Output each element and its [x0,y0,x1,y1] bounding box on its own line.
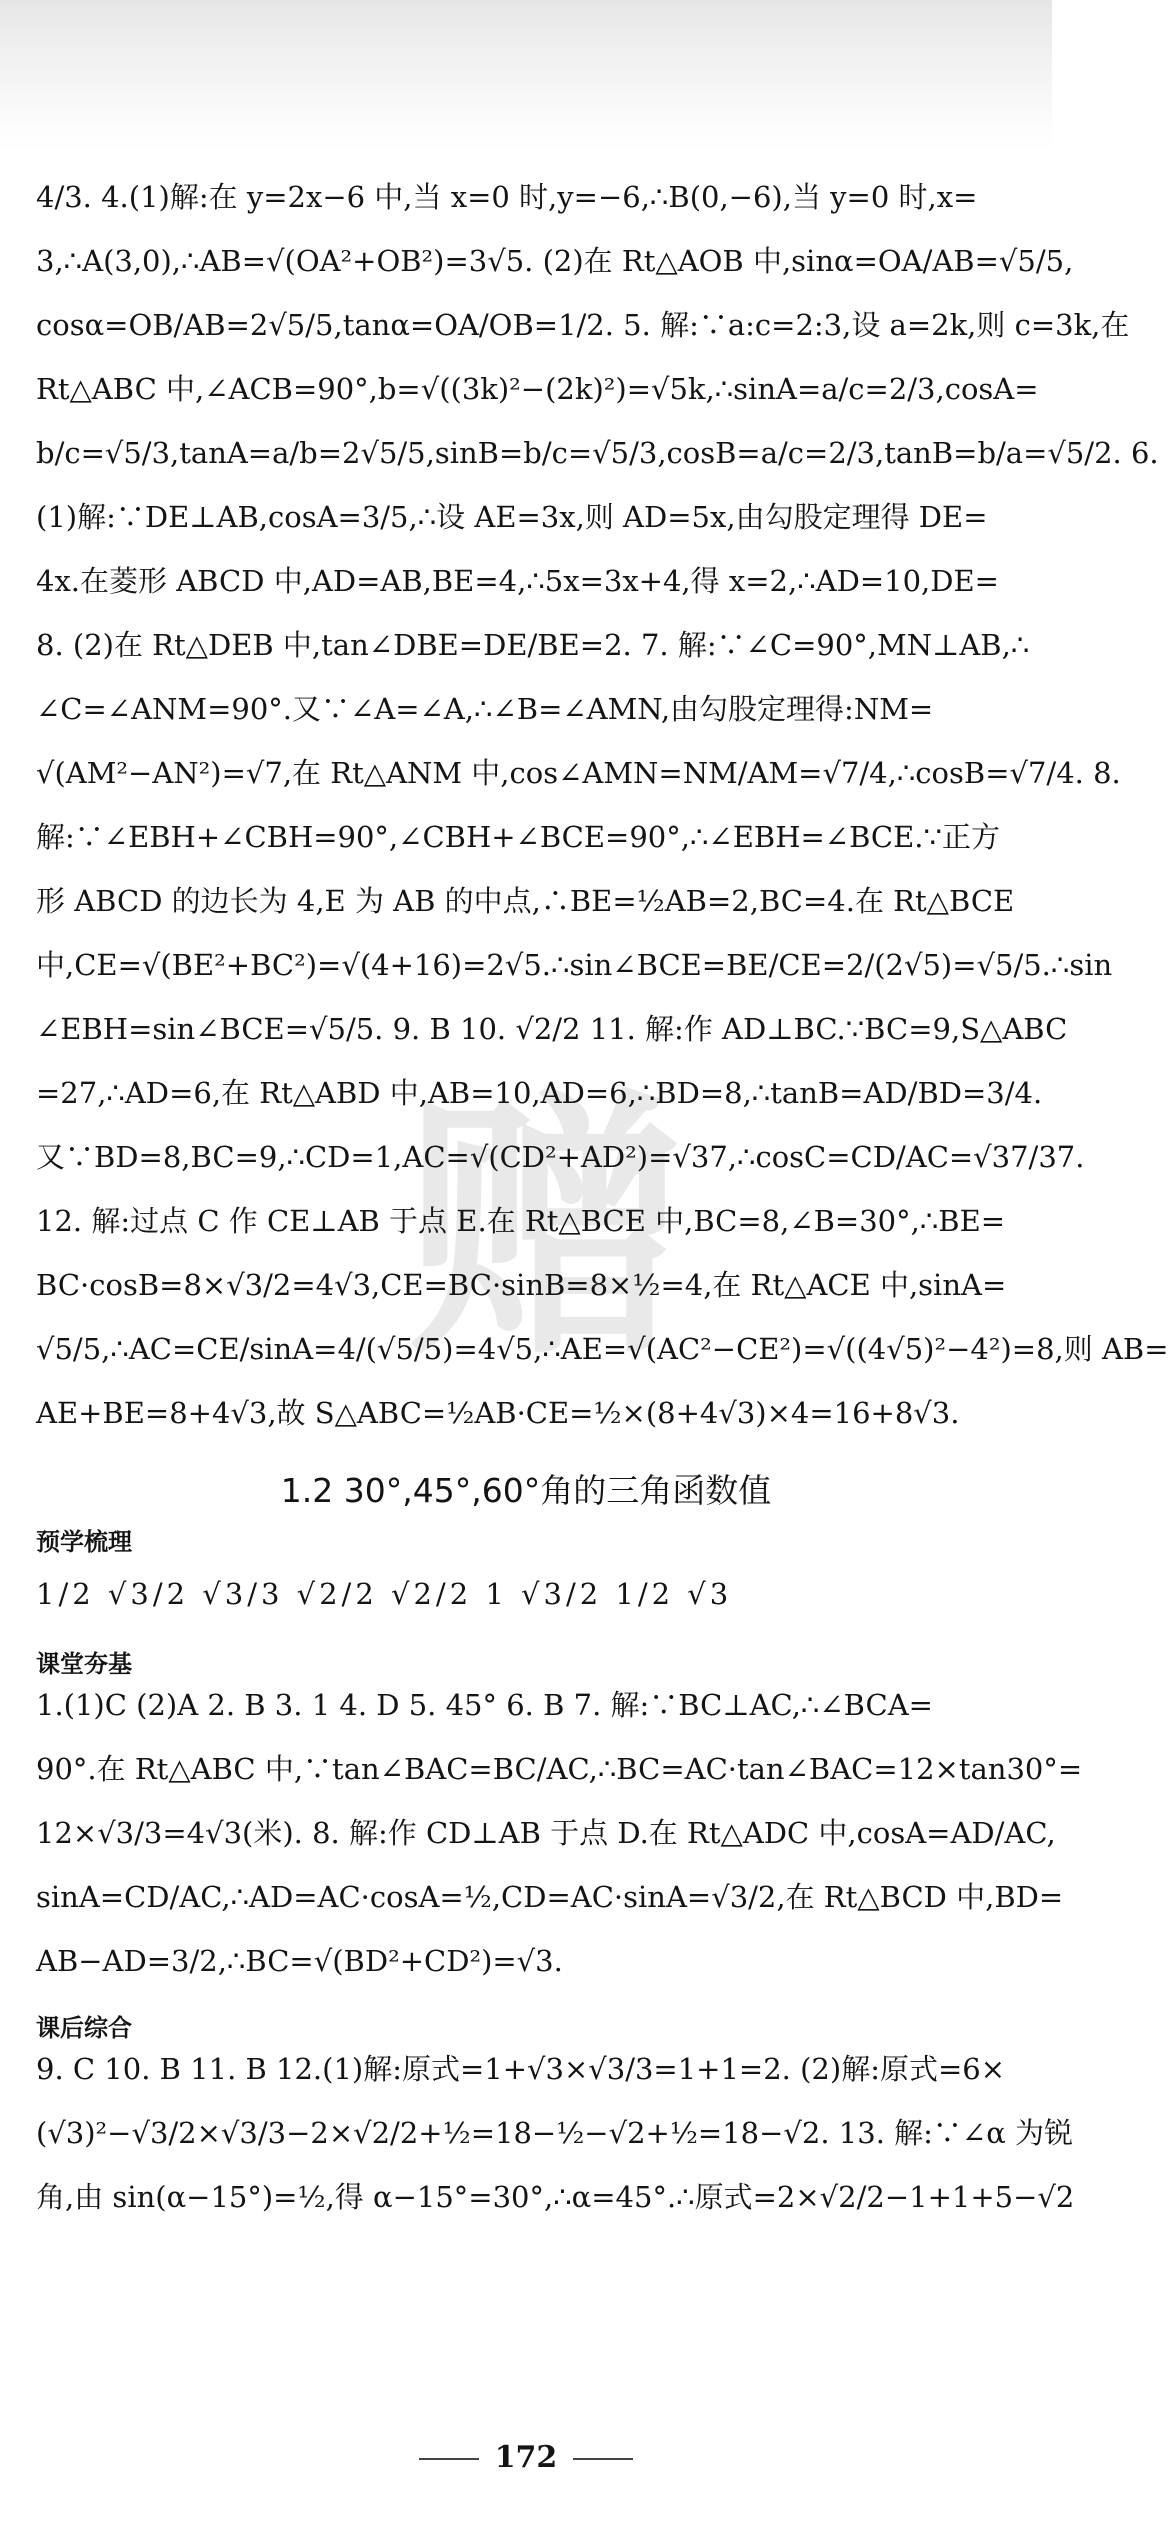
top-shading [0,0,1052,150]
answer-line: 1.(1)C (2)A 2. B 3. 1 4. D 5. 45° 6. B 7. 解:∵BC⊥AC,∴∠BCA= [36,1688,933,1722]
answer-page [36,178,1169,2242]
answer-line: 解:∵∠EBH+∠CBH=90°,∠CBH+∠BCE=90°,∴∠EBH=∠BCE.∵正方 [36,820,1000,854]
answer-line: 形 ABCD 的边长为 4,E 为 AB 的中点,∴BE=½AB=2,BC=4.在 Rt△BCE [36,884,1015,918]
footer-dash-right [573,2458,633,2460]
answer-line: 又∵BD=8,BC=9,∴CD=1,AC=√(CD²+AD²)=√37,∴cosC=CD/AC=√37/37. [36,1140,1085,1174]
answer-line: √(AM²−AN²)=√7,在 Rt△ANM 中,cos∠AMN=NM/AM=√7/4,∴cosB=√7/4. 8. [36,756,1121,790]
page-footer [0,2440,1052,2475]
answer-line: 90°.在 Rt△ABC 中,∵tan∠BAC=BC/AC,∴BC=AC·tan∠BAC=12×tan30°= [36,1752,1083,1786]
answer-line: 12. 解:过点 C 作 CE⊥AB 于点 E.在 Rt△BCE 中,BC=8,∠B=30°,∴BE= [36,1204,1006,1238]
answer-line: 4/3. 4.(1)解:在 y=2x−6 中,当 x=0 时,y=−6,∴B(0,−6),当 y=0 时,x= [36,180,978,214]
answer-line: 4x.在菱形 ABCD 中,AD=AB,BE=4,∴5x=3x+4,得 x=2,∴AD=10,DE= [36,564,999,598]
answer-line: Rt△ABC 中,∠ACB=90°,b=√((3k)²−(2k)²)=√5k,∴sinA=a/c=2/3,cosA= [36,372,1039,406]
preview-values: 1/2 √3/2 √3/3 √2/2 √2/2 1 √3/2 1/2 √3 [36,1577,733,1611]
answer-line: √5/5,∴AC=CE/sinA=4/(√5/5)=4√5,∴AE=√(AC²−CE²)=√((4√5)²−4²)=8,则 AB= [36,1332,1169,1366]
answer-line: 3,∴A(3,0),∴AB=√(OA²+OB²)=3√5. (2)在 Rt△AOB 中,sinα=OA/AB=√5/5, [36,244,1074,278]
answer-line: 9. C 10. B 11. B 12.(1)解:原式=1+√3×√3/3=1+1=2. (2)解:原式=6× [36,2052,1006,2086]
section-heading: 1.2 30°,45°,60°角的三角函数值 [280,1471,772,1510]
answer-line: AB−AD=3/2,∴BC=√(BD²+CD²)=√3. [36,1944,563,1978]
answer-line: BC·cosB=8×√3/2=4√3,CE=BC·sinB=8×½=4,在 Rt△ACE 中,sinA= [36,1268,1007,1302]
answer-line: (1)解:∵DE⊥AB,cosA=3/5,∴设 AE=3x,则 AD=5x,由勾股定理得 DE= [36,500,988,534]
answer-line: (√3)²−√3/2×√3/3−2×√2/2+½=18−½−√2+½=18−√2. 13. 解:∵∠α 为锐 [36,2116,1074,2150]
footer-dash-left [419,2458,479,2460]
answer-line: 中,CE=√(BE²+BC²)=√(4+16)=2√5.∴sin∠BCE=BE/CE=2/(2√5)=√5/5.∴sin [36,948,1113,982]
answer-line: 12×√3/3=4√3(米). 8. 解:作 CD⊥AB 于点 D.在 Rt△ADC 中,cosA=AD/AC, [36,1816,1056,1850]
answer-line: ∠EBH=sin∠BCE=√5/5. 9. B 10. √2/2 11. 解:作 AD⊥BC.∵BC=9,S△ABC [36,1012,1068,1046]
homework-label: 课后综合 [36,2014,132,2042]
answers-section-1-1 [36,178,1169,1458]
answer-line: =27,∴AD=6,在 Rt△ABD 中,AB=10,AD=6,∴BD=8,∴tanB=AD/BD=3/4. [36,1076,1043,1110]
page-number: 172 [494,2440,558,2475]
classwork-answers [36,1686,1083,2006]
homework-answers [36,2050,1075,2242]
answer-line: ∠C=∠ANM=90°.又∵∠A=∠A,∴∠B=∠AMN,由勾股定理得:NM= [36,692,934,726]
answer-line: sinA=CD/AC,∴AD=AC·cosA=½,CD=AC·sinA=√3/2,在 Rt△BCD 中,BD= [36,1880,1064,1914]
answer-line: 角,由 sin(α−15°)=½,得 α−15°=30°,∴α=45°.∴原式=2×√2/2−1+1+5−√2 [36,2180,1075,2214]
answer-line: b/c=√5/3,tanA=a/b=2√5/5,sinB=b/c=√5/3,cosB=a/c=2/3,tanB=b/a=√5/2. 6. [36,436,1159,470]
answer-line: cosα=OB/AB=2√5/5,tanα=OA/OB=1/2. 5. 解:∵a:c=2:3,设 a=2k,则 c=3k,在 [36,308,1130,342]
answer-line: 8. (2)在 Rt△DEB 中,tan∠DBE=DE/BE=2. 7. 解:∵∠C=90°,MN⊥AB,∴ [36,628,1030,662]
answer-line: AE+BE=8+4√3,故 S△ABC=½AB·CE=½×(8+4√3)×4=16+8√3. [36,1396,960,1430]
classwork-label: 课堂夯基 [36,1650,132,1678]
watermark: 赠 [405,1067,685,1393]
preview-label: 预学梳理 [36,1528,132,1556]
